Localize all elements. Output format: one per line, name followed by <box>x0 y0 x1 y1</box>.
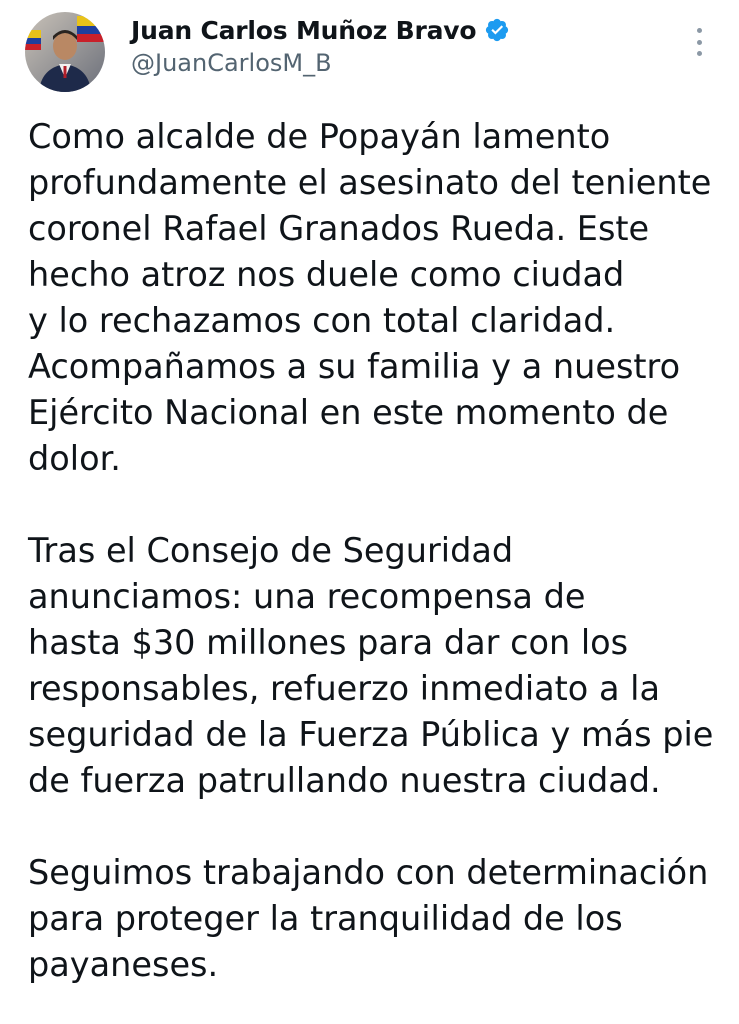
tweet-line: Seguimos trabajando con determinación <box>28 853 709 892</box>
tweet-line: payaneses. <box>28 945 219 984</box>
tweet-line: Como alcalde de Popayán lamento <box>28 117 611 156</box>
tweet-paragraph <box>28 114 728 482</box>
tweet-line: coronel Rafael Granados Rueda. Este <box>28 209 650 248</box>
tweet-line: de fuerza patrullando nuestra ciudad. <box>28 761 661 800</box>
tweet-line: hasta $30 millones para dar con los <box>28 623 629 662</box>
paragraph-gap <box>28 804 728 850</box>
tweet-line: y lo rechazamos con total claridad. <box>28 301 616 340</box>
more-dot-icon <box>697 40 702 45</box>
tweet-line: anunciamos: una recompensa de <box>28 577 586 616</box>
author-display-name[interactable]: Juan Carlos Muñoz Bravo <box>131 15 477 45</box>
tweet-line: responsables, refuerzo inmediato a la <box>28 669 660 708</box>
more-dot-icon <box>697 51 702 56</box>
verified-badge-icon <box>484 17 510 43</box>
avatar[interactable] <box>25 12 105 92</box>
more-options-button[interactable] <box>684 24 714 60</box>
tweet-line: Ejército Nacional en este momento de <box>28 393 669 432</box>
tweet-line: Tras el Consejo de Seguridad <box>28 531 514 570</box>
tweet-line: para proteger la tranquilidad de los <box>28 899 623 938</box>
tweet-text <box>28 114 728 988</box>
tweet-line: seguridad de la Fuerza Pública y más pie <box>28 715 714 754</box>
paragraph-gap <box>28 482 728 528</box>
tweet-paragraph <box>28 528 728 804</box>
tweet-line: profundamente el asesinato del teniente <box>28 163 712 202</box>
author-handle[interactable]: @JuanCarlosM_B <box>131 49 332 77</box>
tweet-line: dolor. <box>28 439 121 478</box>
avatar-photo-icon <box>25 12 105 92</box>
more-dot-icon <box>697 28 702 33</box>
tweet-paragraph <box>28 850 728 988</box>
tweet-line: hecho atroz nos duele como ciudad <box>28 255 625 294</box>
tweet-line: Acompañamos a su familia y a nuestro <box>28 347 681 386</box>
author-name-row[interactable] <box>131 14 510 46</box>
